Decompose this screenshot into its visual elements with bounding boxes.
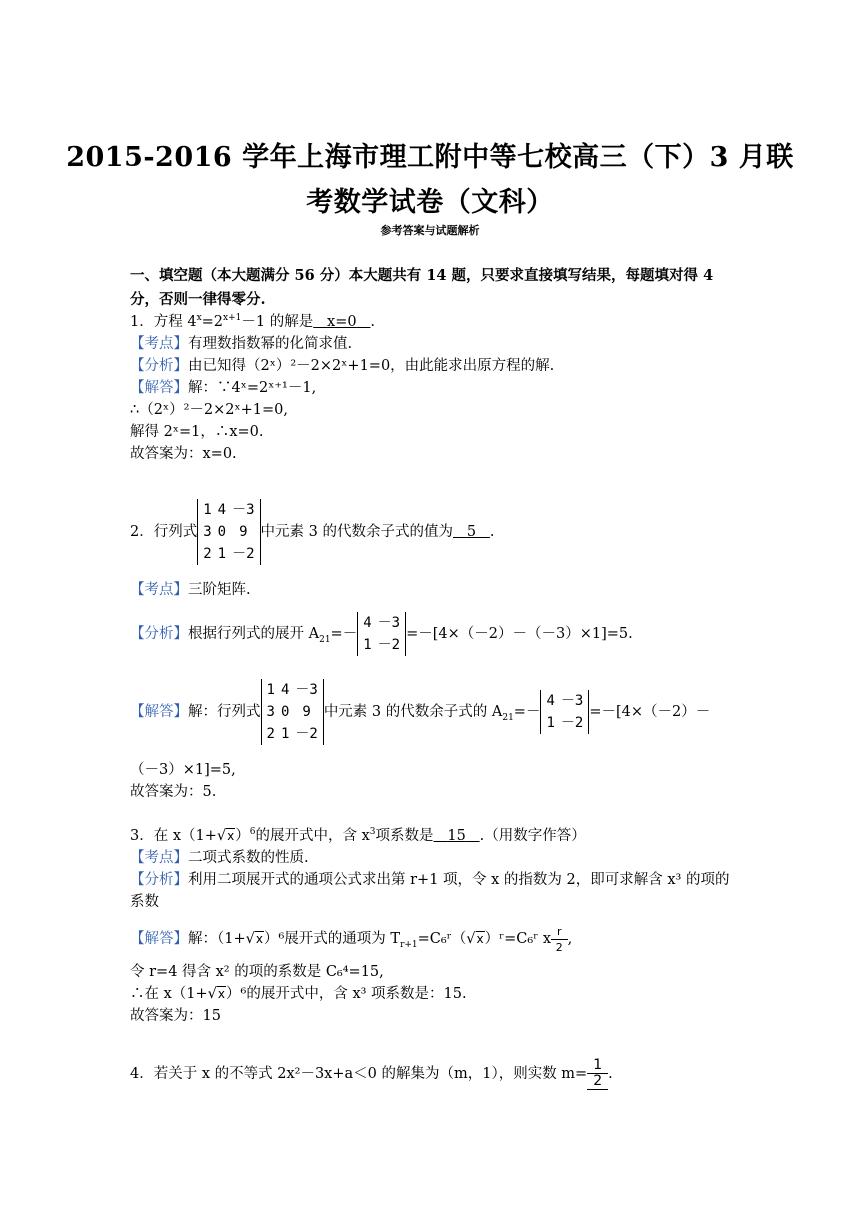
q2-determinant-3x3: 1 4 －3 3 0 9 2 1 －2 [197,499,260,565]
q2-jieda-d: =－[4×（－2）－ [589,704,711,720]
q3-jieda-b: ）⁶展开式的通项为 T [263,931,401,947]
question-4-stem [130,1056,613,1092]
q2-jieda-c: =－ [513,704,541,720]
q1-jieda-2: ∴（2ˣ）²－2×2ˣ+1=0, [130,402,289,418]
q1-jieda-4: 故答案为：x=0. [130,446,237,462]
q2-fenxi-c: =－[4×（－2）－（－3）×1]=5. [406,626,633,642]
q1-fenxi-text: 由已知得（2ˣ）²－2×2ˣ+1=0，由此能求出原方程的解. [188,358,555,374]
q3-answer: 15 [447,828,466,844]
q1-kaodian-tag: 【考点】 [130,336,188,352]
q1-stem-a: 1．方程 4 [130,314,197,330]
document-subtitle: 参考答案与试题解析 [380,224,480,237]
q3-jieda-3: ∴在 x（1+√x）⁶的展开式中，含 x³ 项系数是：15. [130,986,467,1002]
q3-sup-6: 6 [249,827,256,838]
q3-jieda-3a: ∴在 x（1+ [130,986,208,1002]
q3-fenxi [130,870,729,890]
q3-jieda-tag: 【解答】 [130,931,188,947]
q2-kaodian-text: 三阶矩阵. [188,582,251,598]
q3-jieda-exponent-fraction: $\frac{r}{2}$ [551,924,568,955]
q2-stem-end: . [489,524,495,540]
q3-jieda-d: ）ʳ=C₆ʳ x [484,931,552,947]
section-heading-line1: 一、填空题（本大题满分 56 分）本大题共有 14 题，只要求直接填写结果，每题填对得 4 [130,267,714,284]
document-title-line2: 考数学试卷（文科） [306,187,554,218]
q1-fenxi-tag: 【分析】 [130,358,188,374]
q3-jieda-a: 解：（1+ [188,931,246,947]
document-title-line1: 2015-2016 学年上海市理工附中等七校高三（下）3 月联 [66,142,794,173]
q1-jieda-tag: 【解答】 [130,380,188,396]
q2-fenxi-tag: 【分析】 [130,626,188,642]
q3-jieda: 【解答】解：（1+√x）⁶展开式的通项为 $T_{r+1}=C_6ʳ(√x)ʳ=C_6ʳ$ x $\frac{r}{2}$ , [130,925,573,954]
q2-jieda-a: 解：行列式 [188,704,261,720]
q3-jieda-2: 令 r=4 得含 x² 的项的系数是 C₆⁴=15, [130,964,384,980]
q3-jieda-sqrt-x2: x [476,932,484,946]
q1-sup-x1: x+1 [223,313,242,324]
q1-jieda [130,378,316,398]
q2-jieda-tag: 【解答】 [130,704,188,720]
q3-stem-a: 3．在 x（1+ [130,828,217,844]
q2-fenxi-minor: 4 －3 1 －2 [357,612,406,656]
q1-fenxi [130,356,554,376]
q1-sup-x: x [196,313,202,324]
q3-stem-d: 项系数是 [375,828,434,844]
q2-kaodian [130,580,251,600]
q1-kaodian-text: 有理数指数幂的化简求值. [188,336,353,352]
q2-jieda-determinant: 1 4 －3 3 0 9 2 1 －2 [261,679,324,745]
q2-fenxi-sub: 21 [319,634,331,645]
q4-answer-fraction: $\frac{1}{2}$ [587,1058,608,1090]
q3-jieda-3b: ）⁶的展开式中，含 x³ 项系数是：15. [226,986,467,1002]
q4-stem-end: . [608,1066,613,1082]
q3-fenxi-tag: 【分析】 [130,872,188,888]
q2-jieda [130,676,710,748]
q3-kaodian-tag: 【考点】 [130,850,188,866]
q2-stem-a: 2．行列式 [130,524,198,540]
q2-jieda-minor: 4 －3 1 －2 [540,690,589,734]
q1-jieda-3: 解得 2ˣ=1，∴x=0. [130,424,264,440]
q3-stem-end: .（用数字作答） [479,828,586,844]
q3-jieda-sqrt-x: x [255,932,263,946]
q3-fenxi-2: 系数 [130,894,159,910]
q3-sqrt-x: x [227,829,235,843]
q1-kaodian [130,334,352,354]
q2-jieda-3: 故答案为：5. [130,784,217,800]
q2-jieda-sub: 21 [502,712,514,723]
q3-jieda-sub: r+1 [400,939,418,950]
q4-stem-a: 4．若关于 x 的不等式 2x²－3x+a＜0 的解集为（m，1），则实数 m= [130,1066,588,1082]
q2-fenxi-a: 根据行列式的展开 A [188,626,320,642]
q1-jieda-1: 解：∵4ˣ=2ˣ⁺¹－1, [188,380,317,396]
q3-stem-b: ） [235,828,250,844]
q1-stem-c: －1 的解是 [241,314,314,330]
q3-fenxi-1: 利用二项展开式的通项公式求出第 r+1 项，令 x 的指数为 2，即可求解含 x³ 的项的 [188,872,730,888]
section-heading-line2: 分，否则一律得零分. [130,291,266,308]
q2-jieda-2: （－3）×1]=5, [130,762,236,778]
q1-stem-end: . [370,314,376,330]
q3-jieda-4: 故答案为：15 [130,1008,221,1024]
q2-fenxi [130,610,633,658]
q3-stem-c: 的展开式中，含 x [255,828,370,844]
q2-fenxi-b: =－ [330,626,358,642]
q2-stem-b: 中元素 3 的代数余子式的值为 [260,524,453,540]
q2-jieda-b: 中元素 3 的代数余子式的 A [323,704,503,720]
q3-sup-3: 3 [369,827,376,838]
q3-jieda-c: =C₆ʳ（ [417,931,467,947]
q1-answer: x=0 [327,314,357,330]
q3-kaodian [130,848,309,868]
q3-jieda-3-sqrt-x: x [217,987,226,1001]
question-3-stem: 3．在 $x(1+√x)^6$的展开式中，含 $x^3$项系数是 15 .（用数字作答） [130,827,586,844]
q2-kaodian-tag: 【考点】 [130,582,188,598]
q2-answer: 5 [466,524,477,540]
question-2-stem [130,496,495,568]
q3-jieda-e: , [567,931,573,947]
question-1-stem [130,312,375,332]
q3-kaodian-text: 二项式系数的性质. [188,850,309,866]
q1-stem-b: =2 [201,314,224,330]
